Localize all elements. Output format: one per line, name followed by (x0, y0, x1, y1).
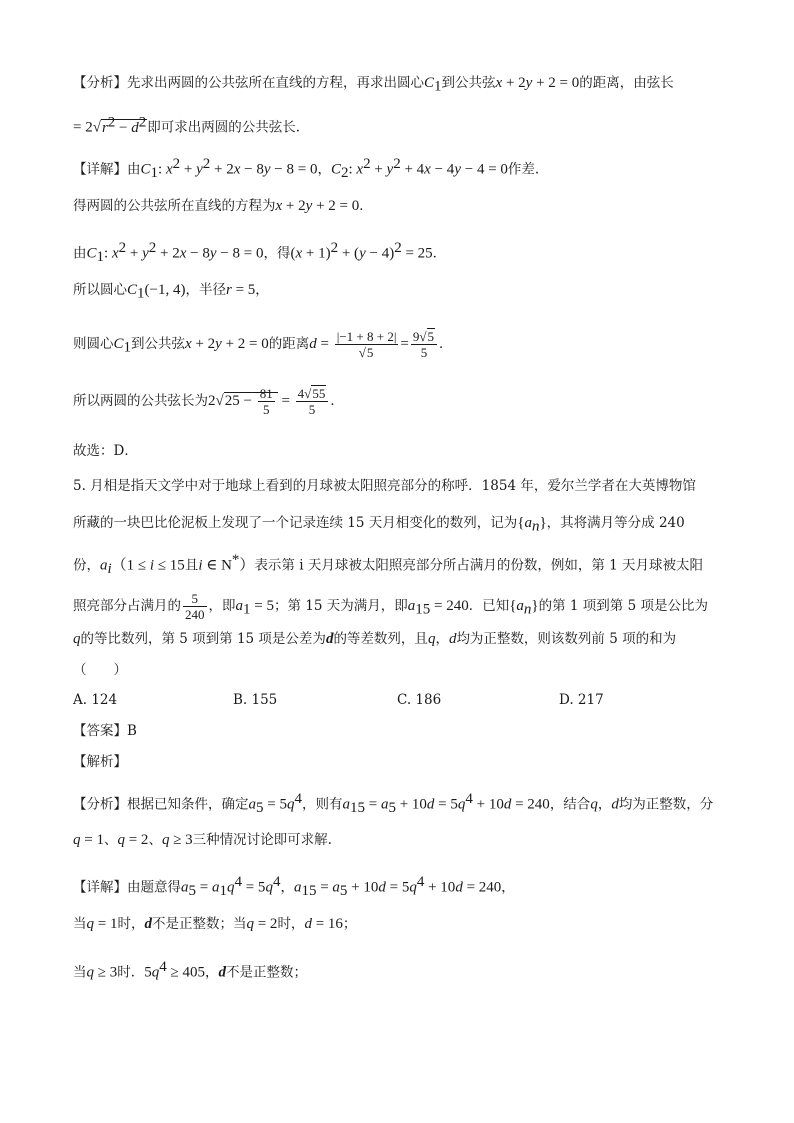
analysis-tag: 【分析】 (73, 75, 127, 91)
answer-value: B (127, 723, 137, 739)
sol-analysis-line-1: 【分析】根据已知条件，确定$a_5 = 5q^4$，则有$a_{15} = a_5 + 10d = 5q^4 + 10d = 240$，结合q，d均为正整数，分 (73, 791, 714, 817)
sol-analysis-line-2: q = 1、q = 2、q ≥ 3三种情况讨论即可求解. (73, 832, 332, 848)
common-chord-line: 得两圆的公共弦所在直线的方程为x + 2y + 2 = 0． (73, 198, 373, 214)
option-a: A. 124 (73, 692, 118, 708)
analysis-line-2: = $2√r^2 - d^2$即可求出两圆的公共弦长. (73, 114, 301, 136)
sol-case-line-2: 当q ≥ 3时．$5q^4 \ge 405$，d不是正整数； (73, 959, 307, 981)
distance-line: 则圆心$C_1$到公共弦x + 2y + 2 = 0的距离d = $\frac{|-1 + 8 + 2|}{√5}$ = $\frac{9√5}{5}$ ． (73, 329, 453, 360)
answer-line (73, 721, 137, 741)
q5-line-5: q的等比数列，第 5 项到第 15 项是公差为d的等差数列，且q，d均为正整数，则该数列前 5 项的和为 (73, 631, 677, 647)
detail-tag: 【详解】 (73, 161, 127, 178)
answer-tag: 【答案】 (73, 723, 127, 739)
option-d: D. 217 (559, 692, 604, 708)
option-c: C. 186 (397, 692, 442, 708)
solution-tag: 【解析】 (73, 754, 127, 770)
q5-line-4: 照亮部分占满月的 $\frac{5}{240}$ ，即$a_1 = 5$；第 15 天为满月，即$a_{15} = 240$．已知$\{a_n\}$的第 1 项到第 5 项是公比为 (73, 591, 708, 622)
conclusion-line: 故选：D． (73, 443, 138, 459)
analysis-line-1: 【分析】先求出两圆的公共弦所在直线的方程，再求出圆心$C_1$到公共弦x + 2y + 2 = 0的距离，由弦长 (73, 75, 674, 95)
solution-tag-line (73, 752, 127, 772)
sol-detail-line-1: 【详解】由题意得$a_5 = a_1q^4 = 5q^4$，$a_{15} = a_5 + 10d = 5q^4 + 10d = 240$， (73, 874, 515, 900)
q5-line-3: 份，$a_i(1 \le i \le 15$且i ∈ N*）表示第 i 天月球被太阳照亮部分所占满月的份数，例如，第 1 天月球被太阳 (73, 552, 704, 578)
q5-options (73, 690, 733, 710)
q5-paren: （ ） (73, 662, 127, 678)
q5-line-1: 5. 月相是指天文学中对于地球上看到的月球被太阳照亮部分的称呼．1854 年，爱尔兰学者在大英博物馆 (73, 478, 696, 494)
chord-length-line: 所以两圆的公共弦长为2√25 − $\frac{81}{5}$ = $\frac{4√55}{5}$ ． (73, 386, 344, 417)
option-b: B. 155 (233, 692, 278, 708)
detail-line-1: 【详解】由$C_1$: $x^2 + y^2 + 2x - 8y - 8 = 0$，$C_2$: $x^2 + y^2 + 4x - 4y - 4 = 0$作差. (73, 156, 540, 182)
circle-standard-form: 由$C_1$: $x^2 + y^2 + 2x - 8y - 8 = 0$，得$(x + 1)^2 + (y - 4)^2 = 25$． (73, 240, 447, 266)
center-radius-line: 所以圆心$C_1(-1$, 4)，半径r = 5， (73, 282, 269, 302)
q5-line-2: 所藏的一块巴比伦泥板上发现了一个记录连续 15 天月相变化的数列，记为$\{a_n\}$，其将满月等分成 240 (73, 515, 685, 535)
sol-case-line-1: 当q = 1时，d不是正整数；当q = 2时，d = 16； (73, 916, 357, 932)
